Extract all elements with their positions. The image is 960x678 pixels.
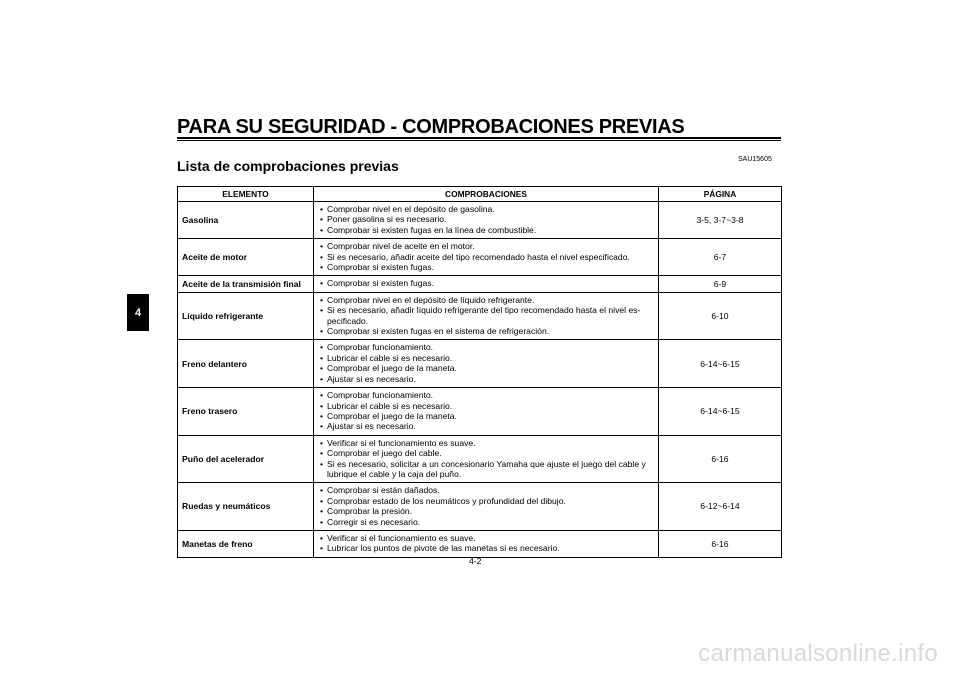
checks-list [320, 438, 654, 480]
row-item-name: Freno trasero [178, 388, 314, 436]
check-item: • Verificar si el funcionamiento es suave. [320, 533, 654, 543]
row-item-name: Ruedas y neumáticos [178, 483, 314, 531]
table-row [178, 239, 782, 276]
table-row [178, 292, 782, 340]
table-header-row [178, 187, 782, 202]
row-item-name: Manetas de freno [178, 530, 314, 557]
check-item: • Lubricar el cable si es necesario. [320, 401, 654, 411]
column-header-page: PÁGINA [659, 187, 782, 202]
checks-list [320, 278, 654, 288]
row-page-reference: 3-5, 3-7~3-8 [659, 202, 782, 239]
check-item: • Comprobar el juego del cable. [320, 448, 654, 458]
check-item: • Lubricar los puntos de pivote de las manetas si es necesario. [320, 543, 654, 553]
row-checks [314, 340, 659, 388]
table-row [178, 435, 782, 483]
table-row [178, 530, 782, 557]
check-item: • Comprobar nivel en el depósito de líquido refrigerante. [320, 295, 654, 305]
checks-list [320, 241, 654, 272]
row-page-reference: 6-16 [659, 435, 782, 483]
chapter-tab: 4 [127, 294, 149, 331]
row-page-reference: 6-16 [659, 530, 782, 557]
row-checks [314, 388, 659, 436]
check-item: • Si es necesario, añadir líquido refrigerante del tipo recomendado hasta el nivel es-pecificado. [320, 305, 654, 326]
row-item-name: Aceite de la transmisión final [178, 276, 314, 292]
table-row [178, 483, 782, 531]
check-item: • Comprobar el juego de la maneta. [320, 363, 654, 373]
table-body [178, 202, 782, 558]
row-page-reference: 6-14~6-15 [659, 388, 782, 436]
checks-list [320, 295, 654, 337]
check-item: • Comprobar funcionamiento. [320, 342, 654, 352]
checks-list [320, 390, 654, 432]
row-checks [314, 435, 659, 483]
row-item-name: Freno delantero [178, 340, 314, 388]
row-checks [314, 202, 659, 239]
row-page-reference: 6-14~6-15 [659, 340, 782, 388]
check-item: • Si es necesario, solicitar a un concesionario Yamaha que ajuste el juego del cable y lubrique el cable y la caja del puño. [320, 459, 654, 480]
check-item: • Comprobar si están dañados. [320, 485, 654, 495]
check-item: • Comprobar nivel de aceite en el motor. [320, 241, 654, 251]
row-checks [314, 292, 659, 340]
row-checks [314, 239, 659, 276]
check-item: • Ajustar si es necesario. [320, 421, 654, 431]
row-page-reference: 6-12~6-14 [659, 483, 782, 531]
table-row [178, 202, 782, 239]
row-page-reference: 6-9 [659, 276, 782, 292]
check-item: • Comprobar el juego de la maneta. [320, 411, 654, 421]
table-row [178, 276, 782, 292]
check-item: • Lubricar el cable si es necesario. [320, 353, 654, 363]
checks-list [320, 204, 654, 235]
page-header-title: PARA SU SEGURIDAD - COMPROBACIONES PREVIAS [177, 116, 685, 138]
table-row [178, 388, 782, 436]
check-item: • Comprobar funcionamiento. [320, 390, 654, 400]
check-item: • Comprobar nivel en el depósito de gasolina. [320, 204, 654, 214]
checks-list [320, 485, 654, 527]
check-item: • Comprobar si existen fugas en el sistema de refrigeración. [320, 326, 654, 336]
check-item: • Si es necesario, añadir aceite del tipo recomendado hasta el nivel especificado. [320, 252, 654, 262]
row-item-name: Puño del acelerador [178, 435, 314, 483]
header-rule [177, 137, 781, 141]
row-checks [314, 530, 659, 557]
row-page-reference: 6-7 [659, 239, 782, 276]
row-item-name: Gasolina [178, 202, 314, 239]
check-item: • Comprobar estado de los neumáticos y profundidad del dibujo. [320, 496, 654, 506]
check-item: • Verificar si el funcionamiento es suave. [320, 438, 654, 448]
check-item: • Comprobar si existen fugas. [320, 278, 654, 288]
row-checks [314, 483, 659, 531]
check-item: • Comprobar si existen fugas. [320, 262, 654, 272]
check-item: • Ajustar si es necesario. [320, 374, 654, 384]
column-header-item: ELEMENTO [178, 187, 314, 202]
section-code: SAU15605 [738, 156, 772, 163]
row-item-name: Aceite de motor [178, 239, 314, 276]
column-header-checks: COMPROBACIONES [314, 187, 659, 202]
page-number: 4-2 [469, 556, 482, 566]
row-checks [314, 276, 659, 292]
check-item: • Comprobar la presión. [320, 506, 654, 516]
row-item-name: Líquido refrigerante [178, 292, 314, 340]
check-item: • Corregir si es necesario. [320, 517, 654, 527]
checklist-table [177, 186, 782, 558]
checks-list [320, 342, 654, 384]
section-title: Lista de comprobaciones previas [177, 158, 399, 174]
watermark: carmanualsonline.info [698, 640, 938, 667]
row-page-reference: 6-10 [659, 292, 782, 340]
check-item: • Poner gasolina si es necesario. [320, 214, 654, 224]
table-row [178, 340, 782, 388]
checks-list [320, 533, 654, 554]
check-item: • Comprobar si existen fugas en la línea de combustible. [320, 225, 654, 235]
